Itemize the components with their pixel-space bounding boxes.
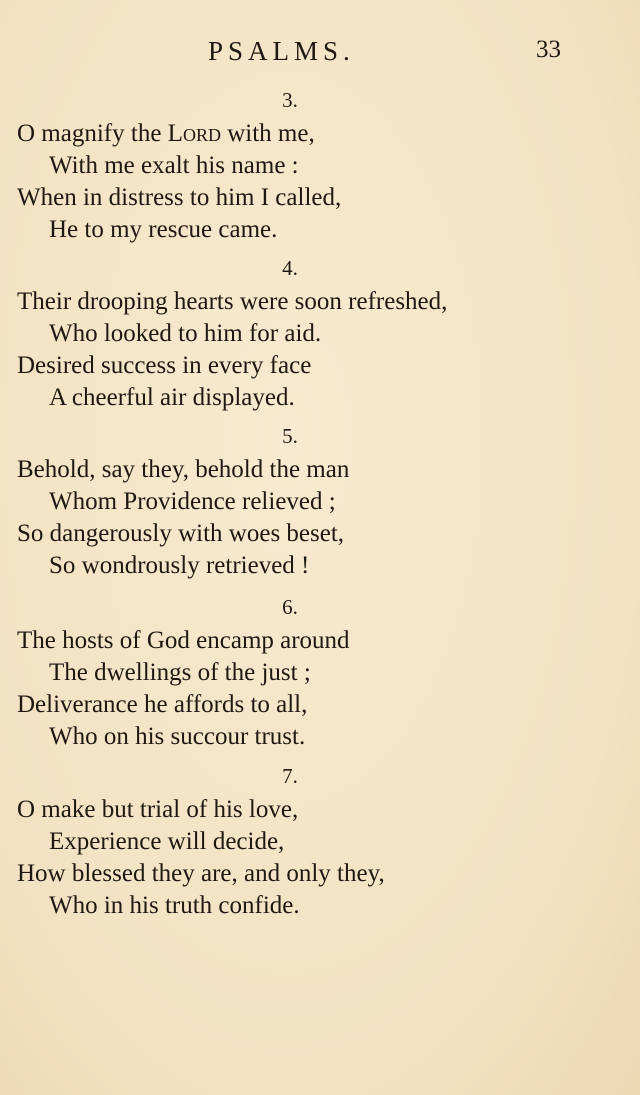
stanza-number: 4.	[282, 256, 298, 280]
verse-line: Behold, say they, behold the man	[17, 456, 350, 483]
verse-line: The dwellings of the just ;	[49, 659, 311, 686]
verse-line: So dangerously with woes beset,	[17, 520, 345, 547]
stanza-number: 5.	[282, 424, 298, 448]
verse-line: He to my rescue came.	[49, 216, 278, 243]
page-number: 33	[536, 36, 561, 63]
verse-line	[17, 118, 315, 150]
verse-line: Desired success in every face	[17, 352, 312, 379]
verse-line: So wondrously retrieved !	[49, 552, 310, 579]
verse-line: Who looked to him for aid.	[49, 320, 322, 347]
running-head	[0, 36, 640, 76]
verse-line: Who on his succour trust.	[49, 723, 306, 750]
stanza-number: 7.	[282, 764, 298, 788]
page-title: PSALMS.	[208, 36, 355, 66]
verse-small-caps: Lord	[167, 120, 221, 147]
verse-text: O magnify the	[17, 120, 168, 147]
verse-line: Experience will decide,	[49, 828, 285, 855]
verse-line: Deliverance he affords to all,	[17, 691, 308, 718]
verse-line: The hosts of God encamp around	[17, 627, 350, 654]
verse-line: Who in his truth confide.	[49, 892, 300, 919]
verse-line: How blessed they are, and only they,	[17, 860, 385, 887]
verse-line: Their drooping hearts were soon refreshed,	[17, 288, 448, 315]
verse-line: When in distress to him I called,	[17, 184, 342, 211]
stanza-number: 6.	[282, 595, 298, 619]
verse-line: O make but trial of his love,	[17, 796, 299, 823]
verse-line: A cheerful air displayed.	[49, 384, 295, 411]
verse-line: With me exalt his name :	[49, 152, 299, 179]
verse-line: Whom Providence relieved ;	[49, 488, 336, 515]
verse-text: with me,	[220, 120, 315, 147]
stanza-number: 3.	[282, 88, 298, 112]
